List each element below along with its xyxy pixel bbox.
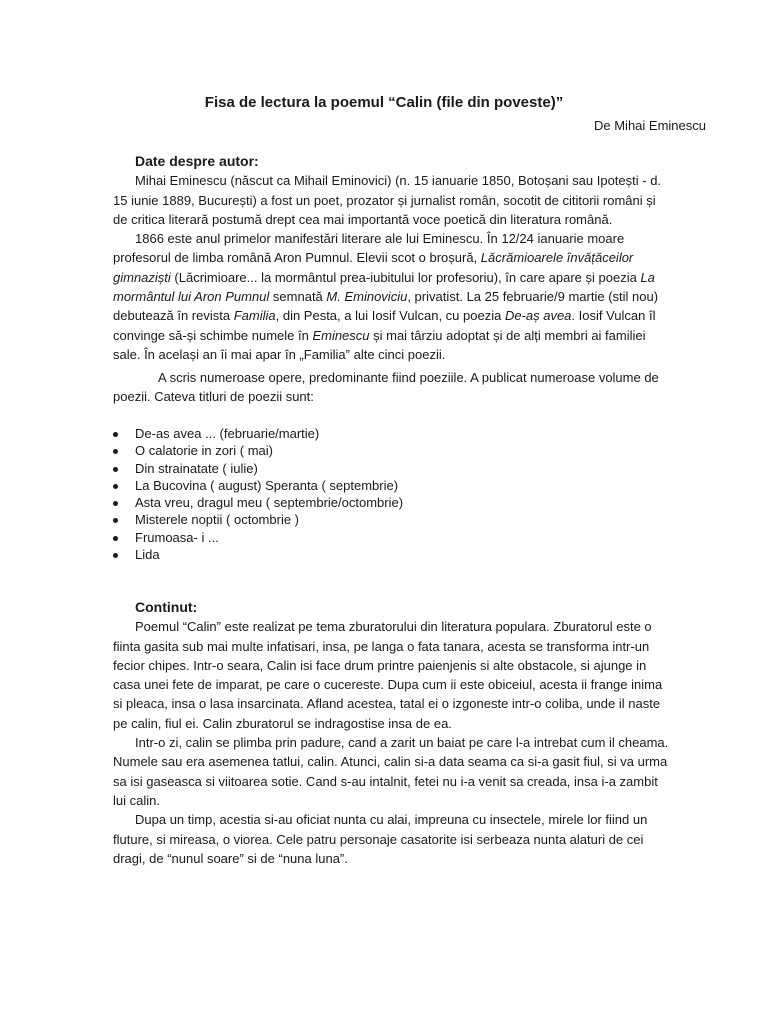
poem-list-item [113,511,403,528]
poem-list-item [113,546,403,563]
poem-list-item [113,442,403,459]
bullet-icon [113,501,118,506]
bullet-icon [113,484,118,489]
paragraph-author-debut: 1866 este anul primelor manifestări literare ale lui Eminescu. În 12/24 ianuarie moare profesorul de limba română Aron Pumnul. Elevii scot o broșură, Lăcrămioarele învățăceilor gimnaziști (Lăcrimioare... la mormântul prea-iubitului lor profesoriu), în care apare și poezia La mormântul lui Aron Pumnul semnată M. Eminoviciu, privatist. La 25 februarie/9 martie (stil nou) debutează în revista Familia, din Pesta, a lui Iosif Vulcan, cu poezia De-aș avea. Iosif Vulcan îl convinge să-și schimbe numele în Eminescu și mai târziu adoptat și de alți membri ai familiei sale. În același an îi mai apar în „Familia” alte cinci poezii. [113,231,659,362]
paragraph-content-3: Dupa un timp, acestia si-au oficiat nunta cu alai, impreuna cu insectele, mirele lor fiind un fluture, si mireasa, o viorea. Cele patru personaje casatorite isi serbeaza nunta alaturi de cei dragi, de “nunul soare” si de “nuna luna”. [113,812,648,866]
section-heading-author: Date despre autor: [135,153,259,169]
document-title: Fisa de lectura la poemul “Calin (file din poveste)” [204,94,564,111]
poem-title: O calatorie in zori ( mai) [135,443,273,459]
poem-list [113,425,403,563]
poem-title: De-as avea ... (februarie/martie) [135,426,320,441]
section-content [113,598,673,868]
poem-title: Misterele noptii ( octombrie ) [135,512,299,528]
section-author [113,152,673,364]
paragraph-author-bio: Mihai Eminescu (născut ca Mihail Eminovici) (n. 15 ianuarie 1850, Botoșani sau Ipotești - d. 15 iunie 1889, București) a fost un poet, prozator și jurnalist român, socotit de cititorii români și de critica literară postumă drept cea mai importantă voce poetică din literatura română. [113,173,662,227]
poem-title: Asta vreu, dragul meu ( septembrie/octombrie) [135,495,404,511]
section-heading-content: Continut: [135,599,198,615]
poem-list-item [113,460,403,477]
paragraph-content-1: Poemul “Calin” este realizat pe tema zburatorului din literatura populara. Zburatorul este o fiinta gasita sub mai multe infatisari, insa, pe langa o fata tanara, acesta se transforma intr-un fecior chipes. Intr-o seara, Calin isi face drum printre paienjenis si alte obstacole, si ajunge in casa unei fete de imparat, pe care o cucereste. Dupa cum ii este obiceiul, acesta ii frange inima si pleaca, insa o lasa insarcinata. Afland acestea, tatal ei o izgoneste intr-o coliba, unde il naste pe calin, fiul ei. Calin zburatorul se indragostise insa de ea. [113,619,663,731]
poem-list-item [113,425,403,442]
poem-list-item [113,529,403,546]
poem-title: Din strainatate ( iulie) [135,460,258,476]
bullet-icon [113,467,118,472]
paragraph-poems-intro: A scris numeroase opere, predominante fiind poeziile. A publicat numeroase volume de poezii. Cateva titluri de poezii sunt: [113,370,659,405]
bullet-icon [113,518,118,523]
bullet-icon [113,432,118,437]
bullet-icon [113,553,118,558]
bullet-icon [113,536,118,541]
author-line: De Mihai Eminescu [594,118,706,133]
bullet-icon [113,449,118,454]
poem-title: Lida [135,547,160,563]
poem-list-item [113,477,403,494]
paragraph-content-2: Intr-o zi, calin se plimba prin padure, cand a zarit un baiat pe care l-a intrebat cum il cheama. Numele sau era asemenea tatlui, calin. Atunci, calin si-a data seama ca si-a gasit fiul, si va urma sa isi gaseasca si viitoarea sotie. Cand s-au intalnit, fetei nu i-a venit sa creada, insa i-a zambit lui calin. [113,735,669,808]
poem-title: La Bucovina ( august) Speranta ( septembrie) [135,477,399,493]
poem-title: Frumoasa- i ... [135,529,219,545]
poem-list-item [113,494,403,511]
